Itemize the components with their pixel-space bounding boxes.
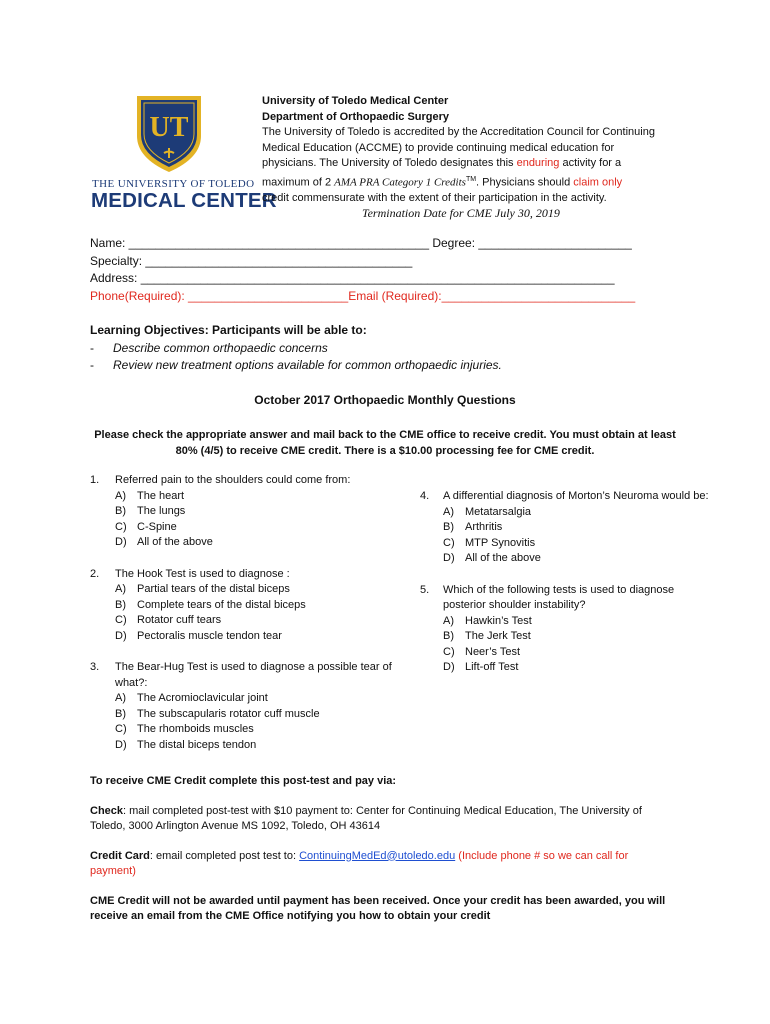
- name-degree-field[interactable]: Name: _____________________________________________ Degree: _______________________: [90, 236, 632, 250]
- question-4-option-b[interactable]: B) Arthritis: [443, 521, 503, 533]
- question-4: 4. A differential diagnosis of Morton’s Neuroma would be: A) Metatarsalgia B) Arthritis C) MTP Synovitis D) All of the above: [420, 489, 750, 567]
- question-5-option-b[interactable]: B) The Jerk Test: [443, 630, 531, 642]
- accreditation-line-3: physicians. The University of Toledo designates this enduring activity for a: [262, 157, 622, 169]
- question-3: 3. The Bear-Hug Test is used to diagnose a possible tear of what?: A) The Acromioclavicular joint B) The subscapularis rotator cuff muscle C) The rhomboids muscles D) The distal biceps tendon: [90, 660, 420, 753]
- question-5-option-a[interactable]: A) Hawkin’s Test: [443, 614, 532, 627]
- question-1-option-c[interactable]: C) C-Spine: [115, 520, 177, 533]
- cme-email-link[interactable]: ContinuingMedEd@utoledo.edu: [299, 849, 456, 862]
- award-notice: CME Credit will not be awarded until payment has been received. Once your credit has been awarded, you will receive an email from the CME Office notifying you how to obtain your credit: [90, 894, 666, 922]
- question-4-option-a[interactable]: A) Metatarsalgia: [443, 505, 532, 518]
- phone-email-field[interactable]: Phone(Required): ________________________Email (Required):_____________________________: [90, 288, 636, 303]
- learning-objectives: [90, 322, 740, 375]
- accreditation-line-2: Medical Education (ACCME) to provide continuing medical education for: [262, 141, 615, 154]
- questions-left-column: [90, 473, 420, 753]
- question-3-option-b[interactable]: B) The subscapularis rotator cuff muscle: [115, 707, 320, 720]
- question-2-option-b[interactable]: B) Complete tears of the distal biceps: [115, 598, 306, 611]
- header-block: [262, 94, 702, 222]
- question-1: 1. Referred pain to the shoulders could come from: A) The heart B) The lungs C) C-Spine D) All of the above: [90, 473, 420, 551]
- logo-line-1: THE UNIVERSITY OF TOLEDO: [92, 178, 255, 190]
- question-2: 2. The Hook Test is used to diagnose : A) Partial tears of the distal biceps B) Complete tears of the distal biceps C) Rotator cuff tears D) Pectoralis muscle tendon tear: [90, 567, 420, 645]
- objective-item: - Review new treatment options available for common orthopaedic injuries.: [90, 358, 502, 372]
- shield-letters: UT: [149, 112, 189, 143]
- question-1-option-a[interactable]: A) The heart: [115, 489, 185, 502]
- question-4-option-d[interactable]: D) All of the above: [443, 552, 541, 564]
- objective-item: - Describe common orthopaedic concerns: [90, 340, 328, 355]
- objectives-heading: Learning Objectives: Participants will be able to:: [90, 323, 367, 337]
- question-5-option-d[interactable]: D) Lift-off Test: [443, 661, 519, 673]
- check-payment: Check: mail completed post-test with $10 payment to: Center for Continuing Medical Education, The University of Toledo, 3000 Arlington Avenue MS 1092, Toledo, OH 43614: [90, 804, 642, 832]
- question-4-option-c[interactable]: C) MTP Synovitis: [443, 536, 536, 549]
- department-name: Department of Orthopaedic Surgery: [262, 110, 450, 123]
- termination-date: Termination Date for CME July 30, 2019: [362, 206, 560, 221]
- question-5: 5. Which of the following tests is used to diagnose posterior shoulder instability? A) Hawkin’s Test B) The Jerk Test C) Neer’s Test D) Lift-off Test: [420, 583, 750, 676]
- org-name: University of Toledo Medical Center: [262, 95, 449, 107]
- question-5-option-c[interactable]: C) Neer’s Test: [443, 645, 521, 658]
- question-3-option-a[interactable]: A) The Acromioclavicular joint: [115, 692, 268, 704]
- question-3-option-c[interactable]: C) The rhomboids muscles: [115, 723, 254, 735]
- accreditation-line-5: credit commensurate with the extent of their participation in the activity.: [262, 191, 607, 204]
- credit-card-payment: Credit Card: email completed post test to: ContinuingMedEd@utoledo.edu (Include phone # so we can call for payment): [90, 849, 629, 877]
- question-2-option-c[interactable]: C) Rotator cuff tears: [115, 614, 222, 626]
- registration-form: [90, 235, 740, 305]
- payment-section: [90, 774, 690, 925]
- logo-line-2: MEDICAL CENTER: [91, 189, 277, 212]
- accreditation-line-4: maximum of 2 AMA PRA Category 1 Credits™. Physicians should claim only: [262, 175, 623, 189]
- question-1-option-d[interactable]: D) All of the above: [115, 536, 213, 548]
- shield-icon: [134, 92, 204, 174]
- payment-heading: To receive CME Credit complete this post-test and pay via:: [90, 775, 397, 787]
- question-2-option-a[interactable]: A) Partial tears of the distal biceps: [115, 583, 290, 595]
- address-field[interactable]: Address: _______________________________________________________________________: [90, 271, 615, 285]
- specialty-field[interactable]: Specialty: ________________________________________: [90, 253, 413, 268]
- quiz-title: October 2017 Orthopaedic Monthly Questions: [254, 393, 516, 407]
- accreditation-line-1: The University of Toledo is accredited by the Accreditation Council for Continuing: [262, 126, 655, 138]
- questions-right-column: [420, 489, 750, 676]
- question-3-option-d[interactable]: D) The distal biceps tendon: [115, 738, 257, 751]
- question-1-option-b[interactable]: B) The lungs: [115, 505, 186, 517]
- question-2-option-d[interactable]: D) Pectoralis muscle tendon tear: [115, 629, 282, 642]
- instructions: Please check the appropriate answer and mail back to the CME office to receive credit. You must obtain at least 80% (4/5) to receive CME credit. There is a $10.00 processing fee for CME credit.: [94, 429, 676, 457]
